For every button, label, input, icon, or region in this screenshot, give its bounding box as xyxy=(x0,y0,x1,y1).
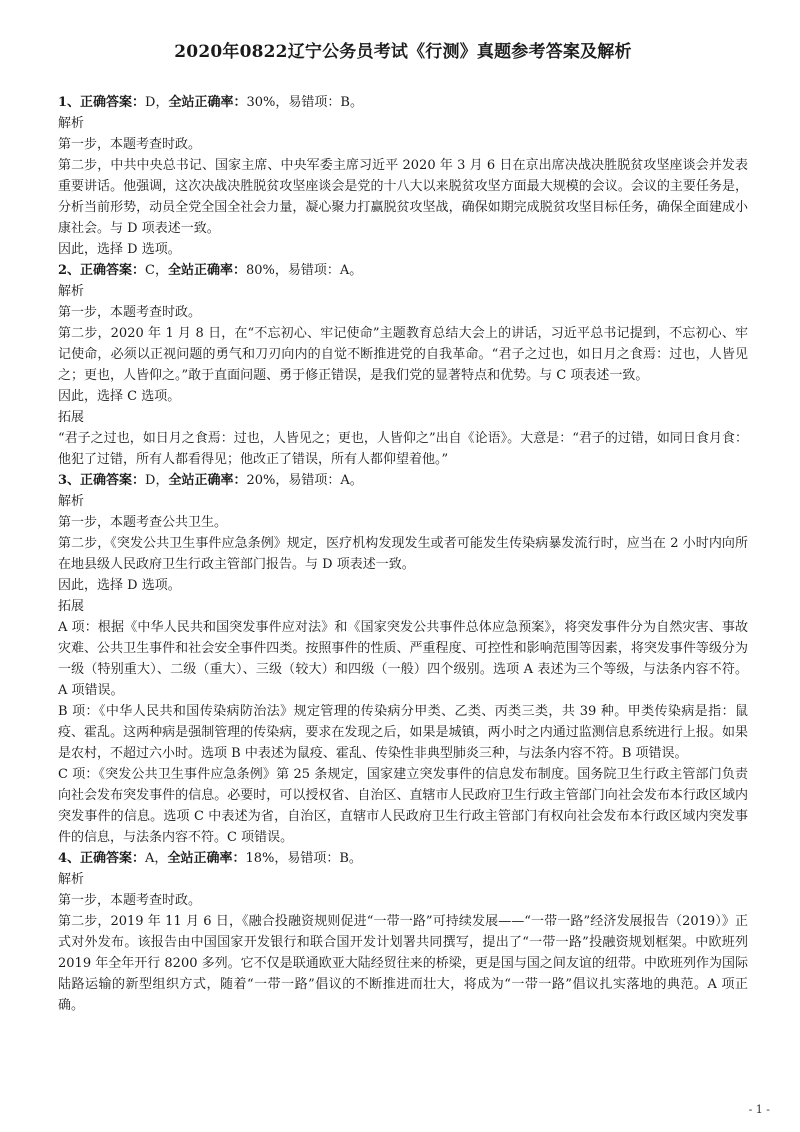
page-number: - 1 - xyxy=(748,1103,770,1116)
analysis-paragraph: B 项：《中华人民共和国传染病防治法》规定管理的传染病分甲类、乙类、丙类三类，共 39 种。甲类传染病是指：鼠疫、霍乱。这两种病是强制管理的传染病，要求在发现之后，如果是城镇，两小时之内通过监测信息系统进行上报。如果是农村，不超过六小时。选项 B 中表述为鼠疫、霍乱、传染性非典型肺炎三种，与法条内容不符。B 项错误。 xyxy=(58,704,748,761)
question-header xyxy=(58,260,748,281)
rate-label: 全站正确率： xyxy=(168,473,247,488)
document-page xyxy=(58,0,748,1016)
document-body xyxy=(58,92,748,1016)
analysis-paragraph: 拓展 xyxy=(58,599,85,614)
analysis-paragraph: 第一步，本题考查公共卫生。 xyxy=(58,515,228,530)
question-header xyxy=(58,92,748,113)
analysis-paragraph: A 项：根据《中华人民共和国突发事件应对法》和《国家突发公共事件总体应急预案》，将突发事件分为自然灾害、事故灾难、公共卫生事件和社会安全事件四类。按照事件的性质、严重程度、可控性和影响范围等因素，将突发事件等级分为一级（特别重大）、二级（重大）、三级（较大）和四级（一般）四个级别。选项 A 表述为三个等级，与法条内容不符。A 项错误。 xyxy=(58,620,748,698)
analysis-paragraph: “君子之过也，如日月之食焉：过也，人皆见之；更也，人皆仰之”出自《论语》。大意是：“君子的过错，如同日食月食：他犯了过错，所有人都看得见；他改正了错误，所有人都仰望着他。” xyxy=(58,431,748,467)
analysis-paragraph: 因此，选择 D 选项。 xyxy=(58,578,181,593)
analysis-paragraph: C 项：《突发公共卫生事件应急条例》第 25 条规定，国家建立突发事件的信息发布制度。国务院卫生行政主管部门负责向社会发布突发事件的信息。必要时，可以授权省、自治区、直辖市人民政府卫生行政主管部门向社会发布本行政区域内突发事件的信息。选项 C 中表述为省，自治区，直辖市人民政府卫生行政主管部门有权向社会发布本行政区域内突发事件的信息，与法条内容不符。C 项错误。 xyxy=(58,767,748,845)
analysis-paragraph: 解析 xyxy=(58,494,85,509)
answer-label: 4、正确答案： xyxy=(58,851,146,866)
answer-label: 3、正确答案： xyxy=(58,473,146,488)
analysis-paragraph: 因此，选择 C 选项。 xyxy=(58,389,181,404)
analysis-paragraph: 第二步，2019 年 11 月 6 日，《融合投融资规则促进“一带一路”可持续发展——“一带一路”经济发展报告（2019）》正式对外发布。该报告由中国国家开发银行和联合国开发计划署共同撰写，提出了“一带一路”投融资规划框架。中欧班列 2019 年全年开行 8200 多列。它不仅是联通欧亚大陆经贸往来的桥梁，更是国与国之间友谊的纽带。中欧班列作为国际陆路运输的新型组织方式，随着“一带一路”倡议的不断推进而壮大，将成为“一带一路”倡议扎实落地的典范。A 项正确。 xyxy=(58,914,748,1013)
analysis-paragraph: 第一步，本题考查时政。 xyxy=(58,305,202,320)
analysis-paragraph: 第一步，本题考查时政。 xyxy=(58,893,202,908)
rate-label: 全站正确率： xyxy=(168,95,247,110)
rate-value: 20%，易错项：A。 xyxy=(246,473,363,488)
document-title: 2020年0822辽宁公务员考试《行测》真题参考答案及解析 xyxy=(174,42,632,62)
analysis-paragraph: 第二步，中共中央总书记、国家主席、中央军委主席习近平 2020 年 3 月 6 日在京出席决战决胜脱贫攻坚座谈会并发表重要讲话。他强调，这次决战决胜脱贫攻坚座谈会是党的十八大以来脱贫攻坚方面最大规模的会议。会议的主要任务是，分析当前形势，动员全党全国全社会力量，凝心聚力打赢脱贫攻坚战，确保如期完成脱贫攻坚目标任务，确保全面建成小康社会。与 D 项表述一致。 xyxy=(58,158,748,236)
answer-value: C， xyxy=(145,263,168,278)
analysis-paragraph: 因此，选择 D 选项。 xyxy=(58,242,181,257)
rate-value: 18%，易错项：B。 xyxy=(245,851,362,866)
analysis-paragraph: 拓展 xyxy=(58,410,85,425)
analysis-paragraph: 解析 xyxy=(58,116,85,131)
analysis-paragraph: 第一步，本题考查时政。 xyxy=(58,137,202,152)
answer-value: D， xyxy=(145,95,169,110)
analysis-paragraph: 第二步，2020 年 1 月 8 日，在“不忘初心、牢记使命”主题教育总结大会上的讲话，习近平总书记提到，不忘初心、牢记使命，必须以正视问题的勇气和刀刃向内的自觉不断推进党的自我革命。“君子之过也，如日月之食焉：过也，人皆见之；更也，人皆仰之。”敢于直面问题、勇于修正错误，是我们党的显著特点和优势。与 C 项表述一致。 xyxy=(58,326,748,383)
rate-label: 全站正确率： xyxy=(167,851,246,866)
analysis-paragraph: 第二步，《突发公共卫生事件应急条例》规定，医疗机构发现发生或者可能发生传染病暴发流行时，应当在 2 小时内向所在地县级人民政府卫生行政主管部门报告。与 D 项表述一致。 xyxy=(58,536,748,572)
analysis-paragraph: 解析 xyxy=(58,284,85,299)
question-header xyxy=(58,848,748,869)
question-header xyxy=(58,470,748,491)
answer-value: A， xyxy=(145,851,168,866)
rate-label: 全站正确率： xyxy=(168,263,247,278)
answer-label: 1、正确答案： xyxy=(58,95,146,110)
rate-value: 80%，易错项：A。 xyxy=(246,263,363,278)
analysis-paragraph: 解析 xyxy=(58,872,85,887)
answer-label: 2、正确答案： xyxy=(58,263,146,278)
answer-value: D， xyxy=(145,473,169,488)
rate-value: 30%，易错项：B。 xyxy=(246,95,363,110)
